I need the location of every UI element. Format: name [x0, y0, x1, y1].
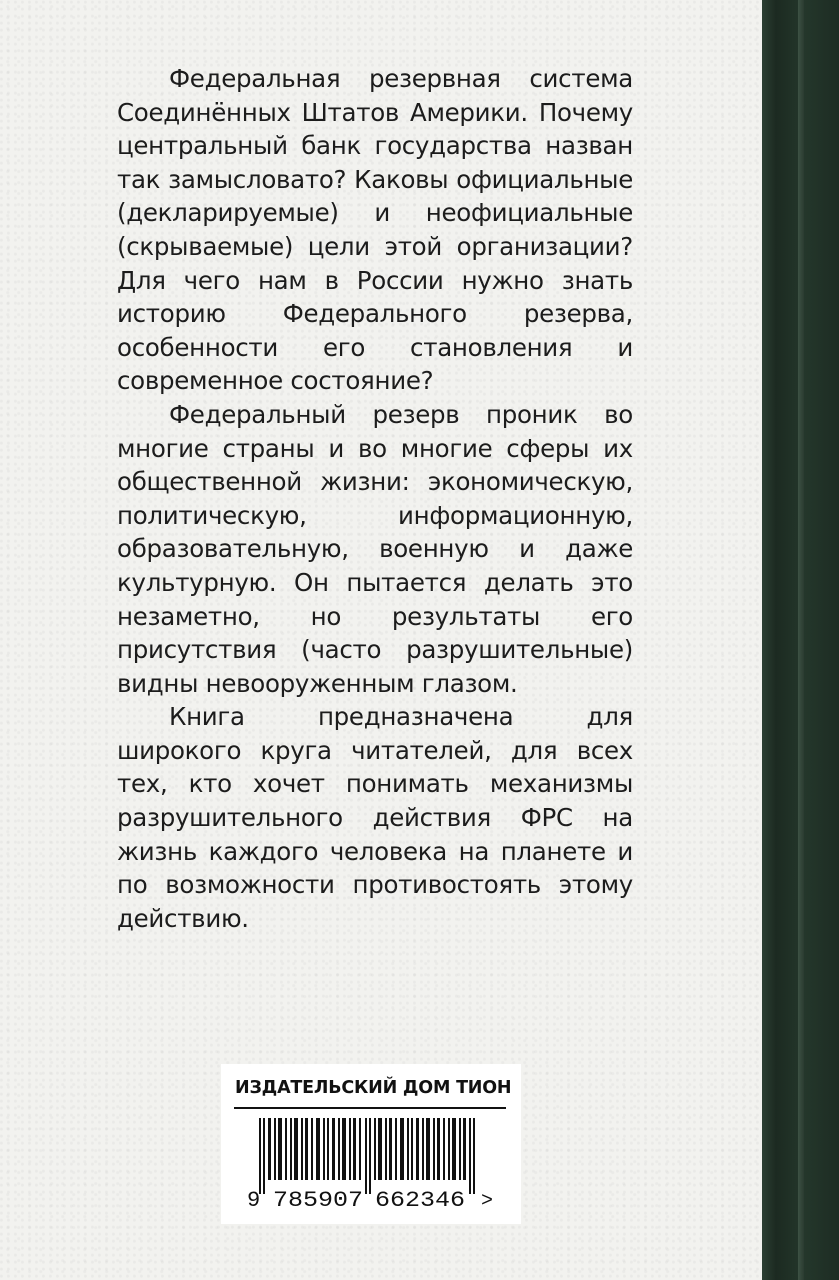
isbn-group-1: 785907 — [273, 1188, 363, 1213]
annotation-paragraph-2: Федеральный резерв проник во многие страны и во многие сферы их общественной жизни: экономическую, политическую, информационную, образовательную, военную и даже культурную. Он пытается делать это незаметно, но результаты его присутствия (часто разрушительные) видны невооруженным глазом. — [117, 399, 633, 698]
book-spine — [762, 0, 839, 1280]
isbn-quiet-mark: > — [481, 1190, 494, 1213]
barcode-bars — [259, 1118, 475, 1194]
annotation-paragraph-1: Федеральная резервная система Соединённых Штатов Америки. Почему центральный банк государства назван так замысловато? Каковы официальные (декларируемые) и неофициальные (скрываемые) цели этой организации? Для чего нам в России нужно знать историю Федерального резерва, особенности его становления и современное состояние? — [117, 64, 633, 396]
annotation-paragraph-3: Книга предназначена для широкого круга читателей, для всех тех, кто хочет понимать механизмы разрушительного действия ФРС на жизнь каждого человека на планете и по возможности противостоять этому действию. — [117, 702, 633, 933]
isbn-barcode — [247, 1114, 505, 1214]
isbn-lead-digit: 9 — [247, 1188, 261, 1213]
book-annotation — [117, 62, 633, 935]
barcode-graphic — [247, 1114, 505, 1214]
publisher-name: ИЗДАТЕЛЬСКИЙ ДОМ ТИОН — [235, 1078, 512, 1098]
isbn-group-2: 662346 — [375, 1188, 465, 1213]
spine-stripe — [798, 0, 804, 1280]
publisher-barcode-block — [221, 1064, 521, 1224]
publisher-underline — [234, 1107, 506, 1109]
